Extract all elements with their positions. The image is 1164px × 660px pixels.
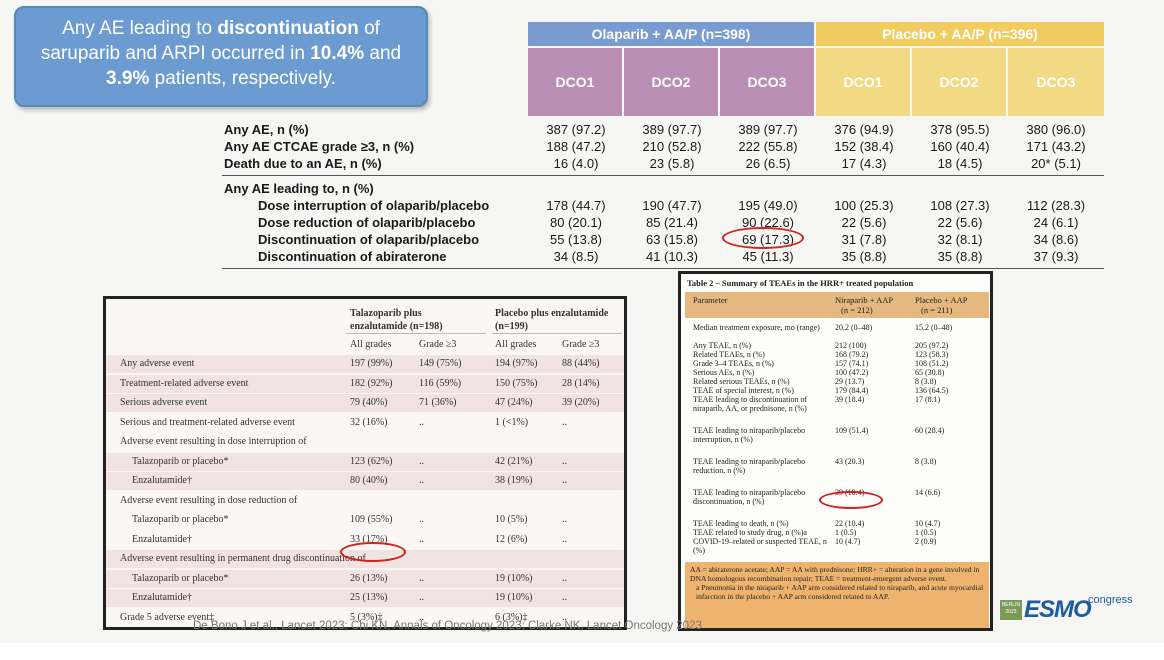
cell-value: 160 (40.4): [930, 139, 990, 154]
cell-value: 17 (8.1): [915, 395, 941, 404]
cell-value: 43 (20.3): [835, 457, 865, 466]
highlight-circle: [819, 491, 883, 509]
cell-value: 10 (5%): [495, 514, 528, 525]
cell-value: 194 (97%): [495, 358, 538, 369]
logo-congress: congress: [1088, 594, 1133, 606]
cell-value: 32 (8.1): [937, 232, 983, 247]
row-label: Any TEAE, n (%): [693, 341, 752, 350]
row-label: Talazoparib or placebo*: [132, 514, 229, 525]
col-header-talazoparib: Talazoparib plus enzalutamide (n=198): [350, 308, 443, 332]
cell-value: 69 (17.3): [741, 232, 795, 247]
cell-value: 171 (43.2): [1026, 139, 1086, 154]
cell-value: 123 (62%): [350, 455, 393, 467]
table-row: [106, 355, 624, 373]
cell-value: 108 (51.2): [915, 359, 949, 368]
cell-value: 188 (47.2): [546, 139, 606, 154]
cell-value: 152 (38.4): [834, 139, 894, 154]
cell-value: ..: [419, 592, 424, 603]
cell-value: 28 (14%): [562, 377, 600, 389]
cell-value: 116 (59%): [419, 377, 462, 389]
cell-value: ..: [562, 455, 567, 467]
citation: De Bono J et al., Lancet 2023; Chi KN, Annals of Oncology 2023; Clarke NK, Lancet Oncology 2023: [193, 620, 702, 632]
cell-value: 79 (40%): [350, 397, 388, 408]
logo-city: BERLIN: [1001, 602, 1021, 608]
row-label: Discontinuation of olaparib/placebo: [258, 232, 480, 247]
row-label: TEAE leading to niraparib/placebo reduction, n (%): [693, 457, 806, 475]
dco-header: DCO3: [1008, 48, 1104, 116]
callout-bold-2: 10.4%: [310, 43, 365, 64]
row-label: Talazoparib or placebo*: [132, 572, 229, 584]
row-label: Any AE leading to, n (%): [224, 181, 374, 196]
row-label: Dose reduction of olaparib/placebo: [258, 215, 476, 230]
row-label: Adverse event resulting in dose interruption of: [120, 436, 307, 447]
row-label: Any AE, n (%): [224, 122, 309, 137]
callout-text-1: Any AE leading to: [62, 18, 218, 39]
cell-value: 17 (4.3): [841, 156, 887, 171]
dco-header: DCO1: [816, 48, 910, 116]
cell-value: 24 (6.1): [1033, 215, 1079, 230]
cell-value: 197 (99%): [350, 358, 393, 369]
callout-box: [14, 6, 428, 107]
cell-value: 149 (75%): [419, 358, 462, 369]
cell-value: ..: [562, 475, 567, 486]
cell-value: 182 (92%): [350, 377, 393, 389]
row-label: TEAE leading to death, n (%): [693, 519, 789, 528]
cell-value: 31 (7.8): [841, 232, 887, 247]
subheader: Grade ≥3: [562, 339, 600, 350]
row-label: Serious AEs, n (%): [693, 368, 755, 377]
cell-value: 33 (17%): [350, 533, 388, 545]
logo-badge: [1000, 600, 1022, 620]
cell-value: 29 (13.7): [835, 377, 865, 386]
cell-value: 37 (9.3): [1033, 249, 1079, 264]
row-label: COVID-19–related or suspected TEAE, n (%): [693, 537, 827, 555]
table-row: [106, 375, 624, 393]
cell-value: 47 (24%): [495, 397, 533, 408]
cell-value: 168 (79.2): [835, 350, 869, 359]
cell-value: 20* (5.1): [1031, 156, 1081, 171]
cell-value: 25 (13%): [350, 592, 388, 603]
table-row: [106, 414, 624, 432]
header-parameter: Parameter: [693, 295, 728, 305]
row-label: Any adverse event: [120, 358, 195, 369]
cell-value: 380 (96.0): [1026, 122, 1086, 137]
header-niraparib: Niraparib + AAP: [835, 295, 894, 305]
cell-value: 100 (25.3): [834, 198, 894, 213]
cell-value: 26 (6.5): [745, 156, 791, 171]
cell-value: 39 (18.4): [835, 488, 865, 497]
cell-value: 38 (19%): [495, 475, 533, 486]
row-label: Any AE CTCAE grade ≥3, n (%): [224, 139, 415, 154]
cell-value: 12 (6%): [495, 533, 528, 545]
cell-value: ..: [562, 533, 567, 545]
subheader: Grade ≥3: [419, 339, 457, 350]
header-placebo-n: (n = 211): [921, 305, 953, 315]
group-header-placebo: Placebo + AA/P (n=396): [816, 22, 1104, 46]
cell-value: 85 (21.4): [645, 215, 699, 230]
row-label: TEAE leading to niraparib/placebo interruption, n (%): [693, 426, 806, 444]
subheader: All grades: [495, 339, 537, 350]
row-label: Talazoparib or placebo*: [132, 455, 229, 467]
header-niraparib-n: (n = 212): [841, 305, 873, 315]
cell-value: 389 (97.7): [738, 122, 798, 137]
row-label: Treatment-related adverse event: [120, 377, 249, 389]
cell-value: ..: [419, 572, 424, 584]
row-label: Grade 3–4 TEAEs, n (%): [693, 359, 774, 368]
cell-value: ..: [419, 475, 424, 486]
cell-value: 378 (95.5): [930, 122, 990, 137]
cell-value: 1 (0.5): [915, 528, 937, 537]
cell-value: 80 (20.1): [549, 215, 603, 230]
row-label: Adverse event resulting in dose reduction of: [120, 494, 298, 506]
cell-value: 19 (10%): [495, 592, 533, 603]
row-label: Related TEAEs, n (%): [693, 350, 765, 359]
footnote-a: a Pneumonia in the niraparib + AAP arm considered related to niraparib, and acute myocardial infarction in the placebo + AAP arm considered related to AAP.: [696, 583, 984, 601]
cell-value: 10 (4.7): [835, 537, 861, 546]
esmo-logo: [1000, 592, 1133, 624]
cell-value: 35 (8.8): [937, 249, 983, 264]
dco-header: DCO2: [912, 48, 1006, 116]
cell-value: 39 (18.4): [835, 395, 865, 404]
cell-value: ..: [419, 455, 424, 467]
cell-value: 210 (52.8): [642, 139, 702, 154]
cell-value: 63 (15.8): [645, 232, 699, 247]
cell-value: 32 (16%): [350, 416, 388, 428]
row-label: Serious adverse event: [120, 397, 208, 408]
niraparib-table: [678, 271, 993, 631]
cell-value: 8 (3.8): [915, 377, 937, 386]
cell-value: 1 (<1%): [495, 416, 529, 428]
cell-value: ..: [419, 533, 424, 545]
table-row: [106, 453, 624, 471]
cell-value: 100 (47.2): [835, 368, 869, 377]
table-row: [106, 394, 624, 412]
row-label: Enzalutamide†: [132, 475, 192, 486]
divider: [222, 268, 1104, 269]
cell-value: 195 (49.0): [738, 198, 798, 213]
cell-value: 39 (20%): [562, 397, 600, 408]
callout-text-4: patients, respectively.: [149, 68, 336, 89]
header-placebo: Placebo + AAP: [915, 295, 968, 305]
cell-value: 205 (97.2): [915, 341, 949, 350]
row-label: TEAE leading to discontinuation of niraparib, AA, or prednisone, n (%): [693, 395, 808, 413]
cell-value: 178 (44.7): [546, 198, 606, 213]
cell-value: 2 (0.9): [915, 537, 937, 546]
table-row: [106, 472, 624, 490]
row-label: Related serious TEAEs, n (%): [693, 377, 790, 386]
cell-value: ..: [419, 514, 424, 525]
cell-value: 8 (3.8): [915, 457, 937, 466]
row-label: Dose interruption of olaparib/placebo: [258, 198, 490, 213]
cell-value: 55 (13.8): [549, 232, 603, 247]
cell-value: 157 (74.1): [835, 359, 869, 368]
logo-word: ESMO: [1024, 596, 1091, 623]
cell-value: 212 (100): [835, 341, 867, 350]
cell-value: 35 (8.8): [841, 249, 887, 264]
cell-value: ..: [419, 611, 424, 623]
cell-value: 88 (44%): [562, 358, 600, 369]
cell-value: 150 (75%): [495, 377, 538, 389]
dco-header: DCO2: [624, 48, 718, 116]
cell-value: 179 (84.4): [835, 386, 869, 395]
cell-value: 34 (8.5): [553, 249, 599, 264]
cell-value: 22 (5.6): [937, 215, 983, 230]
cell-value: 23 (5.8): [649, 156, 695, 171]
dco-header: DCO1: [528, 48, 622, 116]
cell-value: 5 (3%)‡: [350, 611, 383, 623]
cell-value: 18 (4.5): [937, 156, 983, 171]
cell-value: 108 (27.3): [930, 198, 990, 213]
cell-value: 71 (36%): [419, 397, 457, 408]
cell-value: ..: [562, 416, 567, 428]
cell-value: 90 (22.6): [741, 215, 795, 230]
row-label: Grade 5 adverse event‡: [120, 611, 215, 623]
cell-value: 42 (21%): [495, 455, 533, 467]
callout-text-2: of saruparib and ARPI occurred in: [40, 18, 380, 64]
cell-value: 19 (10%): [495, 572, 533, 584]
cell-value: 6 (3%)‡: [495, 611, 528, 623]
cell-value: 16 (4.0): [553, 156, 599, 171]
row-label: Serious and treatment-related adverse event: [120, 416, 295, 428]
row-label: TEAE leading to niraparib/placebo discontinuation, n (%): [693, 488, 806, 506]
highlight-circle: [340, 542, 406, 562]
bottom-bar: [0, 643, 1164, 660]
table-row: [106, 570, 624, 588]
cell-value: 45 (11.3): [742, 249, 794, 264]
cell-value: 136 (64.5): [915, 386, 949, 395]
cell-value: 222 (55.8): [738, 139, 798, 154]
row-label: Enzalutamide†: [132, 533, 192, 545]
divider: [346, 333, 486, 334]
cell-value: 387 (97.2): [546, 122, 606, 137]
talazoparib-table: [103, 296, 627, 630]
table-row: [106, 433, 624, 451]
subheader: All grades: [350, 339, 392, 350]
cell-value: 26 (13%): [350, 572, 388, 584]
table-header: [685, 292, 989, 318]
divider: [492, 333, 622, 334]
table-footnote: [685, 562, 989, 628]
table-row: [106, 511, 624, 529]
cell-value: 41 (10.3): [645, 249, 699, 264]
cell-value: 376 (94.9): [834, 122, 894, 137]
group-header-olaparib: Olaparib + AA/P (n=398): [528, 22, 814, 46]
cell-value: 112 (28.3): [1026, 198, 1086, 213]
divider: [222, 175, 1104, 176]
cell-value: 22 (5.6): [841, 215, 887, 230]
cell-value: ..: [562, 572, 567, 584]
row-label: TEAE related to study drug, n (%)a: [693, 528, 807, 537]
cell-value: 10 (4.7): [915, 519, 941, 528]
cell-value: 190 (47.7): [642, 198, 702, 213]
row-label: Death due to an AE, n (%): [224, 156, 382, 171]
row-label: Enzalutamide†: [132, 592, 192, 603]
cell-value: ..: [419, 416, 424, 428]
table-row: [106, 589, 624, 607]
row-label: Discontinuation of abiraterone: [258, 249, 447, 264]
cell-value: 34 (8.6): [1033, 232, 1079, 247]
cell-value: ..: [562, 514, 567, 525]
callout-bold-1: discontinuation: [217, 18, 359, 39]
col-header-placebo: Placebo plus enzalutamide (n=199): [495, 308, 609, 332]
cell-value: 22 (10.4): [835, 519, 865, 528]
cell-value: 20.2 (0–48): [835, 323, 873, 332]
callout-bold-3: 3.9%: [106, 68, 150, 89]
dco-header: DCO3: [720, 48, 814, 116]
cell-value: 15.2 (0–48): [915, 323, 953, 332]
cell-value: 1 (0.5): [835, 528, 857, 537]
cell-value: 109 (55%): [350, 514, 393, 525]
table-title: Table 2 – Summary of TEAEs in the HRR+ treated population: [687, 278, 914, 288]
row-label: TEAE of special interest, n (%): [693, 386, 794, 395]
footnote-abbrev: AA = abiraterone acetate; AAP = AA with prednisone; HRR+ = alteration in a gene involved in DNA homologous recombination repair; TEAE = treatment-emergent adverse event.: [690, 565, 980, 583]
row-label: Adverse event resulting in permanent drug discontinuation of: [120, 553, 366, 564]
row-label: Median treatment exposure, mo (range): [693, 323, 820, 332]
cell-value: 60 (28.4): [915, 426, 945, 435]
cell-value: 14 (6.6): [915, 488, 941, 497]
cell-value: 109 (51.4): [835, 426, 869, 435]
cell-value: ..: [562, 592, 567, 603]
highlight-circle: [722, 227, 804, 249]
table-row: [106, 492, 624, 510]
cell-value: 389 (97.7): [642, 122, 702, 137]
cell-value: 123 (58.3): [915, 350, 949, 359]
callout-text-3: and: [364, 43, 402, 64]
cell-value: 80 (40%): [350, 475, 388, 486]
cell-value: 65 (30.8): [915, 368, 945, 377]
logo-year: 2023: [1005, 609, 1017, 615]
cell-value: ..: [562, 611, 567, 623]
